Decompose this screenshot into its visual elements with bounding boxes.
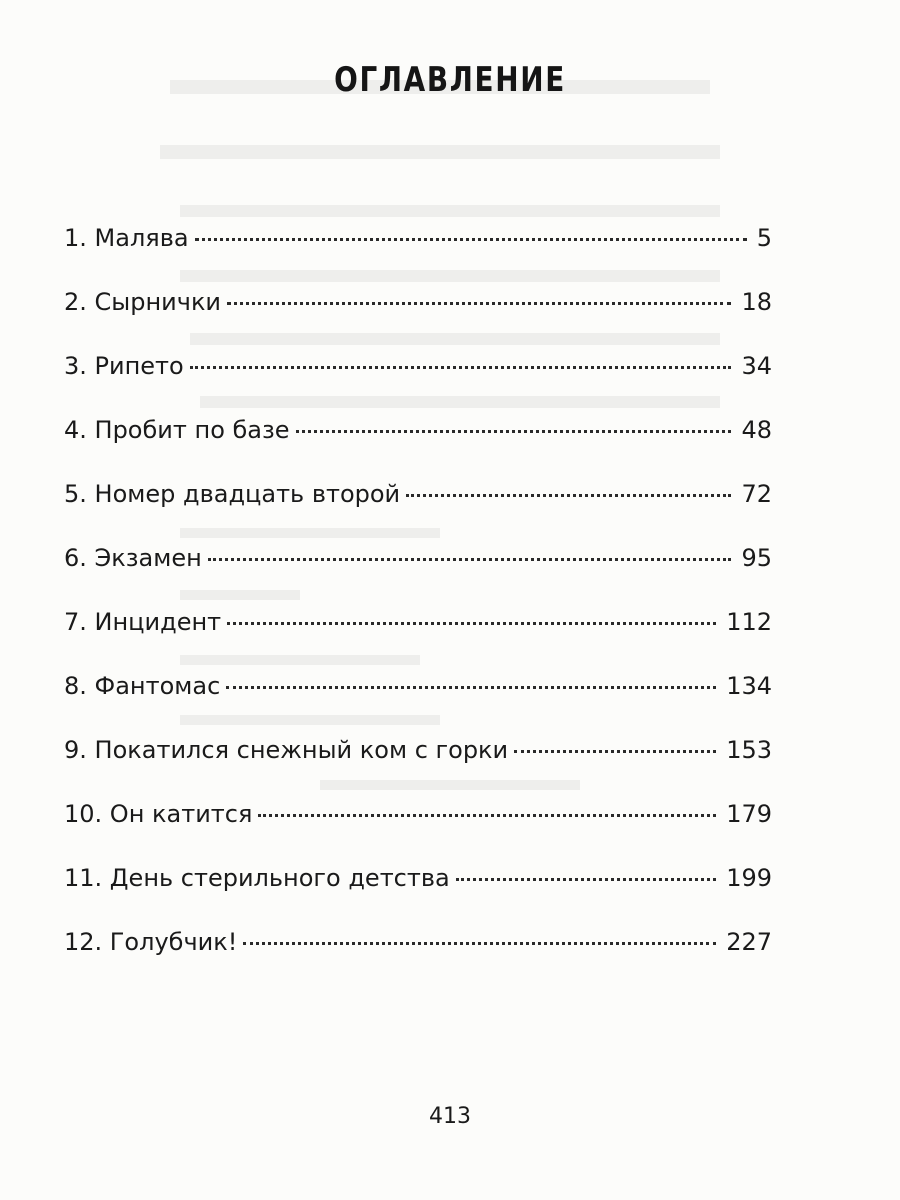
chapter-page-number: 5 — [756, 224, 772, 252]
chapter-page-number: 34 — [741, 352, 772, 380]
toc-entry[interactable] — [64, 608, 772, 672]
toc-entry[interactable] — [64, 224, 772, 288]
chapter-title: 6. Экзамен — [64, 544, 202, 572]
folio-page-number: 413 — [429, 1104, 471, 1129]
toc-entry[interactable] — [64, 544, 772, 608]
chapter-title: 1. Малява — [64, 224, 189, 252]
dot-leader — [227, 622, 716, 625]
chapter-title: 8. Фантомас — [64, 672, 221, 700]
toc-entry[interactable] — [64, 416, 772, 480]
toc-entry[interactable] — [64, 672, 772, 736]
chapter-page-number: 153 — [726, 736, 772, 764]
chapter-title: 5. Номер двадцать второй — [64, 480, 401, 508]
chapter-title: 10. Он катится — [64, 800, 253, 828]
dot-leader — [456, 878, 716, 881]
chapter-page-number: 179 — [726, 800, 772, 828]
dot-leader — [258, 814, 716, 817]
chapter-title: 2. Сырнички — [64, 288, 222, 316]
dot-leader — [514, 750, 716, 753]
chapter-page-number: 72 — [741, 480, 772, 508]
chapter-page-number: 48 — [741, 416, 772, 444]
toc-entry[interactable] — [64, 288, 772, 352]
chapter-title: 11. День стерильного детства — [64, 864, 450, 892]
dot-leader — [190, 366, 732, 369]
dot-leader — [243, 942, 716, 945]
chapter-title: 12. Голубчик! — [64, 928, 238, 956]
chapter-page-number: 112 — [726, 608, 772, 636]
toc-entry[interactable] — [64, 800, 772, 864]
toc-entry[interactable] — [64, 480, 772, 544]
chapter-page-number: 199 — [726, 864, 772, 892]
dot-leader — [296, 430, 732, 433]
table-of-contents — [64, 224, 772, 992]
dot-leader — [226, 686, 716, 689]
chapter-title: 7. Инцидент — [64, 608, 222, 636]
toc-entry[interactable] — [64, 864, 772, 928]
page-title: ОГЛАВЛЕНИЕ — [334, 60, 566, 100]
dot-leader — [208, 558, 732, 561]
chapter-title: 3. Рипето — [64, 352, 184, 380]
chapter-title: 4. Пробит по базе — [64, 416, 290, 444]
chapter-page-number: 134 — [726, 672, 772, 700]
toc-entry[interactable] — [64, 928, 772, 992]
toc-entry[interactable] — [64, 352, 772, 416]
dot-leader — [227, 302, 731, 305]
chapter-title: 9. Покатился снежный ком с горки — [64, 736, 509, 764]
dot-leader — [195, 238, 747, 241]
chapter-page-number: 18 — [741, 288, 772, 316]
toc-entry[interactable] — [64, 736, 772, 800]
chapter-page-number: 95 — [741, 544, 772, 572]
chapter-page-number: 227 — [726, 928, 772, 956]
dot-leader — [406, 494, 731, 497]
